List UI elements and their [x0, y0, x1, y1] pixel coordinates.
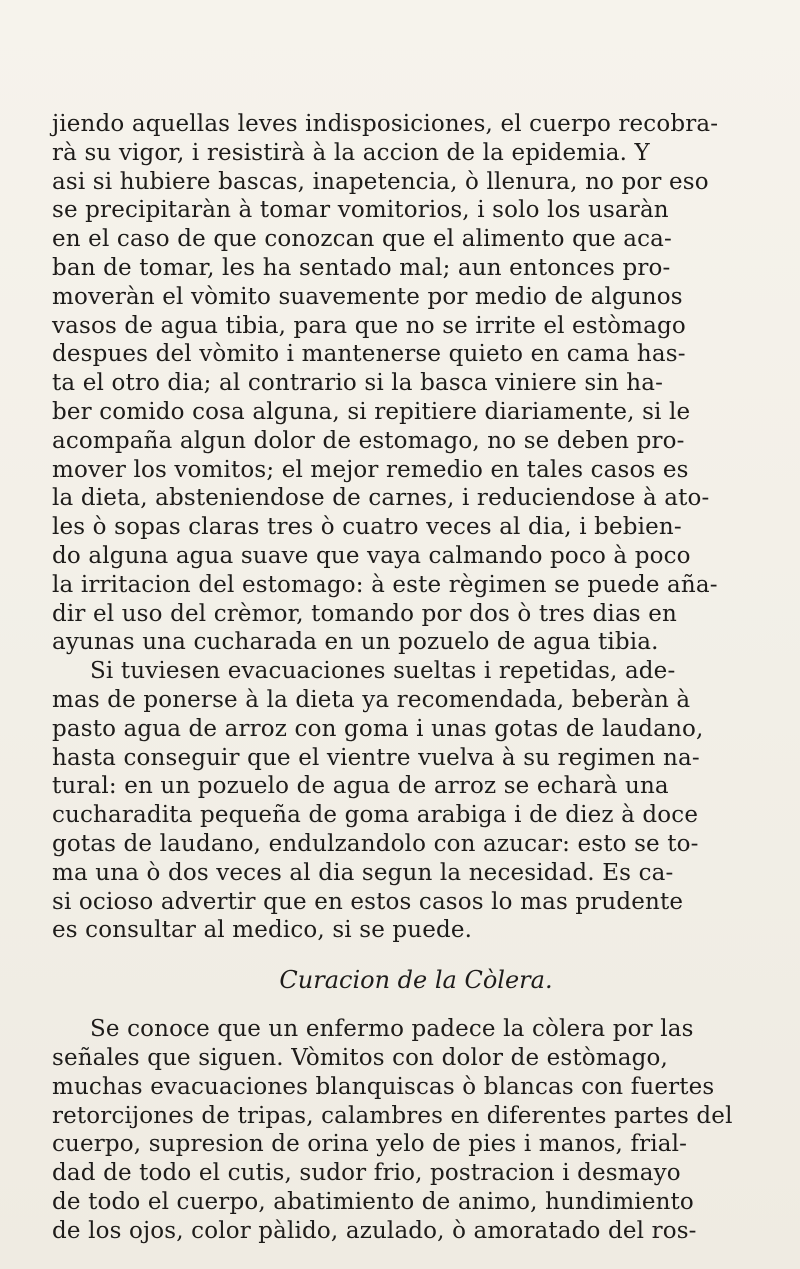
text-line: dir el uso del crèmor, tomando por dos ò tres dias en: [52, 600, 677, 627]
text-line: ban de tomar, les ha sentado mal; aun entonces pro-: [52, 254, 671, 281]
text-line: mover los vomitos; el mejor remedio en tales casos es: [52, 456, 689, 483]
text-line: dad de todo el cutis, sudor frio, postracion i desmayo: [52, 1160, 681, 1187]
text-line: mas de ponerse à la dieta ya recomendada, beberàn à: [52, 686, 691, 713]
paragraph-symptoms: [52, 1015, 768, 1245]
text-line: ayunas una cucharada en un pozuelo de agua tibia.: [52, 629, 659, 656]
text-line: moveràn el vòmito suavemente por medio de algunos: [52, 283, 683, 310]
text-line: gotas de laudano, endulzandolo con azucar: esto se to-: [52, 830, 699, 857]
text-line: señales que siguen. Vòmitos con dolor de estòmago,: [52, 1044, 668, 1071]
text-line: rà su vigor, i resistirà à la accion de la epidemia. Y: [52, 139, 650, 166]
text-line: acompaña algun dolor de estomago, no se deben pro-: [52, 427, 685, 454]
text-line: la irritacion del estomago: à este règimen se puede aña-: [52, 571, 718, 598]
text-line: es consultar al medico, si se puede.: [52, 917, 473, 944]
text-line: cucharadita pequeña de goma arabiga i de diez à doce: [52, 802, 699, 829]
text-line: les ò sopas claras tres ò cuatro veces al dia, i bebien-: [52, 514, 682, 541]
text-line: muchas evacuaciones blanquiscas ò blancas con fuertes: [52, 1073, 715, 1100]
text-line: ta el otro dia; al contrario si la basca viniere sin ha-: [52, 370, 664, 397]
text-line: tural: en un pozuelo de agua de arroz se echarà una: [52, 773, 669, 800]
paragraph-prevention: [52, 110, 768, 657]
text-line: ber comido cosa alguna, si repitiere diariamente, si le: [52, 398, 691, 425]
text-line: asi si hubiere bascas, inapetencia, ò llenura, no por eso: [52, 168, 709, 195]
text-line: Si tuviesen evacuaciones sueltas i repetidas, ade-: [90, 658, 676, 685]
text-line: ma una ò dos veces al dia segun la necesidad. Es ca-: [52, 859, 674, 886]
text-line: de todo el cuerpo, abatimiento de animo, hundimiento: [52, 1188, 694, 1215]
text-line: se precipitaràn à tomar vomitorios, i solo los usaràn: [52, 197, 669, 224]
text-line: cuerpo, supresion de orina yelo de pies i manos, frial-: [52, 1131, 688, 1158]
text-line: jiendo aquellas leves indisposiciones, el cuerpo recobra-: [52, 111, 719, 137]
text-line: retorcijones de tripas, calambres en diferentes partes del: [52, 1102, 733, 1129]
text-line: de los ojos, color pàlido, azulado, ò amoratado del ros-: [52, 1217, 697, 1244]
text-line: Se conoce que un enfermo padece la còlera por las: [90, 1016, 694, 1043]
text-line: en el caso de que conozcan que el alimento que aca-: [52, 226, 672, 253]
text-line: vasos de agua tibia, para que no se irrite el estòmago: [52, 312, 686, 339]
paragraph-evacuations: [52, 657, 768, 945]
text-line: si ocioso advertir que en estos casos lo mas prudente: [52, 888, 684, 915]
section-heading: Curacion de la Còlera.: [279, 966, 553, 995]
text-line: la dieta, absteniendose de carnes, i reduciendose à ato-: [52, 485, 710, 512]
text-line: do alguna agua suave que vaya calmando poco à poco: [52, 542, 691, 569]
text-line: despues del vòmito i mantenerse quieto en cama has-: [52, 341, 686, 368]
text-line: hasta conseguir que el vientre vuelva à su regimen na-: [52, 744, 700, 771]
page-text: [52, 110, 768, 1245]
text-line: pasto agua de arroz con goma i unas gotas de laudano,: [52, 715, 704, 742]
